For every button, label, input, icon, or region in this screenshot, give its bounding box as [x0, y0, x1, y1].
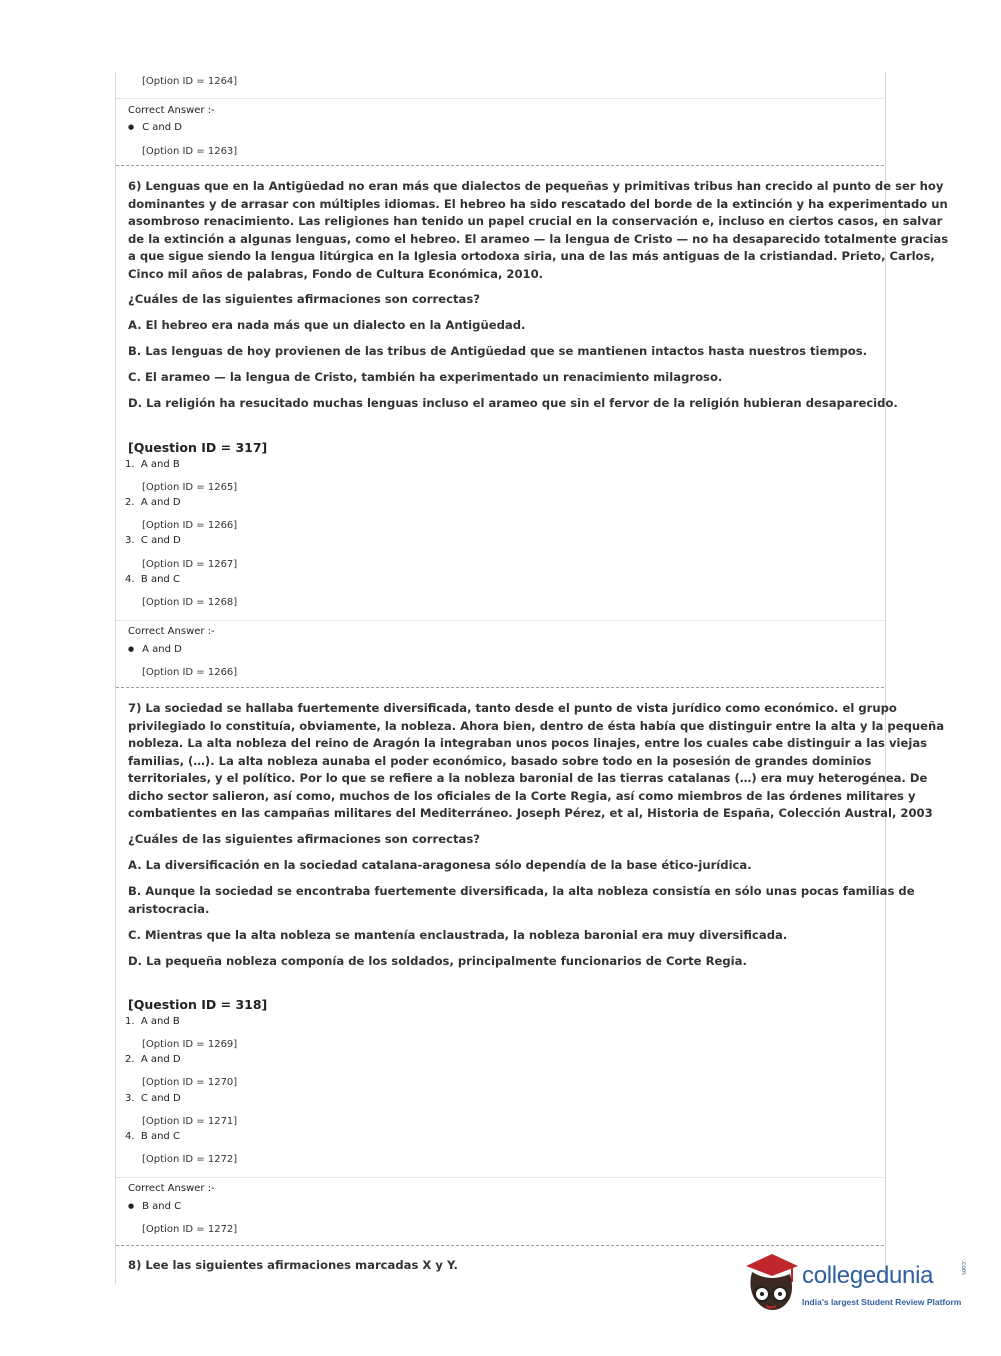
option-id: [Option ID = 1272] — [142, 1154, 238, 1165]
correct-answer-option-id: [Option ID = 1272] — [142, 1224, 238, 1235]
option-id: [Option ID = 1268] — [142, 597, 238, 608]
correct-answer-label: Correct Answer :- — [128, 105, 215, 116]
passage-line: familias, (…). La alta nobleza aunaba el poder económico, basado sobre todo en la posesión de grandes dominios — [128, 753, 872, 768]
passage-line: asombroso renacimiento. Las religiones han tenido un papel crucial en la conservación e, incluso en ciertos casos, en salvar — [128, 214, 943, 228]
divider — [116, 620, 884, 621]
option-id: [Option ID = 1267] — [142, 559, 238, 570]
logo-suffix: .com — [960, 1260, 967, 1275]
option-item[interactable] — [125, 459, 180, 470]
passage-line: privilegiado lo constituía, obviamente, la nobleza. Ahora bien, dentro de ésta había que distinguir entre la alta y la pequeña — [128, 718, 945, 733]
option-item[interactable] — [125, 1054, 181, 1065]
passage-line: territoriales, y el político. Por lo que se refiere a la nobleza baronial de las tierras catalanas (…) era muy heterogénea. De — [128, 771, 928, 785]
divider — [116, 98, 884, 99]
option-text: B and C — [140, 574, 180, 585]
option-number: 1. — [125, 459, 135, 470]
logo-wordmark: collegedunia — [802, 1262, 934, 1289]
option-id: [Option ID = 1265] — [142, 482, 238, 493]
option-text: C and D — [140, 535, 181, 546]
question-prompt: ¿Cuáles de las siguientes afirmaciones son correctas? — [128, 832, 480, 846]
statement-d: D. La pequeña nobleza componía de los soldados, principalmente funcionarios de Corte Regia. — [128, 954, 747, 968]
option-number: 4. — [125, 1131, 135, 1142]
option-item[interactable] — [125, 497, 181, 508]
option-number: 2. — [125, 1054, 135, 1065]
correct-answer-value: ● B and C — [128, 1201, 181, 1212]
passage-line: Cinco mil años de palabras, Fondo de Cultura Económica, 2010. — [128, 266, 544, 281]
option-number: 3. — [125, 535, 135, 546]
option-item[interactable] — [125, 535, 181, 546]
passage-line: nobleza. La alta nobleza del reino de Aragón la integraban unos pocos linajes, entre los cuales cabe distinguir a las viejas — [128, 736, 928, 750]
statement-b-continued: aristocracia. — [128, 901, 210, 916]
divider — [116, 1177, 884, 1178]
option-id-1264: [Option ID = 1264] — [142, 76, 238, 87]
option-text: A and B — [140, 459, 180, 470]
option-item[interactable] — [125, 1016, 180, 1027]
option-id: [Option ID = 1269] — [142, 1039, 238, 1050]
passage-line: dominantes y de arrasar con múltiples idiomas. El hebreo ha sido rescatado del borde de la extinción y ha experimentado un — [128, 196, 948, 211]
statement-a: A. El hebreo era nada más que un dialecto en la Antigüedad. — [128, 318, 526, 332]
question-8-line: 8) Lee las siguientes afirmaciones marcadas X y Y. — [128, 1258, 458, 1272]
statement-a: A. La diversificación en la sociedad catalana-aragonesa sólo dependía de la base ético-jurídica. — [128, 858, 752, 872]
option-number: 2. — [125, 497, 135, 508]
passage-line: dicho sector salieron, así como, muchos de los oficiales de la Corte Regia, así como miembros de las órdenes militares y — [128, 788, 916, 803]
option-text: C and D — [140, 1093, 181, 1104]
correct-answer-label: Correct Answer :- — [128, 626, 215, 637]
statement-c: C. Mientras que la alta nobleza se mantenía enclaustrada, la nobleza baronial era muy diversificada. — [128, 928, 788, 942]
correct-answer-value: ● C and D — [128, 122, 182, 133]
student-mascot-icon — [740, 1252, 802, 1316]
option-id: [Option ID = 1266] — [142, 520, 238, 531]
option-number: 3. — [125, 1093, 135, 1104]
option-number: 4. — [125, 574, 135, 585]
option-id: [Option ID = 1271] — [142, 1116, 238, 1127]
option-number: 1. — [125, 1016, 135, 1027]
statement-c: C. El arameo — la lengua de Cristo, también ha experimentado un renacimiento milagroso. — [128, 370, 723, 384]
option-text: A and B — [140, 1016, 180, 1027]
option-item[interactable] — [125, 1093, 181, 1104]
correct-answer-label: Correct Answer :- — [128, 1183, 215, 1194]
passage-line: a que sigue siendo la lengua litúrgica en la Iglesia ortodoxa siria, una de las más antiguas de la cristiandad. Prieto, Carlos, — [128, 249, 935, 263]
question-id: [Question ID = 318] — [128, 997, 268, 1012]
statement-b: B. Las lenguas de hoy provienen de las tribus de Antigüedad que se mantienen intactos hasta nuestros tiempos. — [128, 344, 868, 358]
question-separator — [116, 1245, 884, 1246]
question-prompt: ¿Cuáles de las siguientes afirmaciones son correctas? — [128, 292, 480, 306]
correct-answer-value: ● A and D — [128, 644, 182, 655]
statement-b: B. Aunque la sociedad se encontraba fuertemente diversificada, la alta nobleza consistía en sólo unas pocas familias de — [128, 884, 915, 898]
option-item[interactable] — [125, 574, 180, 585]
passage-line: 7) La sociedad se hallaba fuertemente diversificada, tanto desde el punto de vista jurídico como económico. el grupo — [128, 701, 897, 715]
question-separator — [116, 165, 884, 166]
collegedunia-logo — [740, 1252, 970, 1322]
passage-line: 6) Lenguas que en la Antigüedad no eran más que dialectos de pequeñas y primitivas tribus han crecido al punto de ser hoy — [128, 179, 944, 193]
option-id: [Option ID = 1270] — [142, 1077, 238, 1088]
question-id: [Question ID = 317] — [128, 440, 268, 455]
option-text: A and D — [140, 1054, 181, 1065]
correct-answer-option-id: [Option ID = 1263] — [142, 146, 238, 157]
passage-line: combatientes en las campañas militares del Mediterráneo. Joseph Pérez, et al, Historia de España, Colección Austral, 2003 — [128, 806, 933, 820]
correct-answer-option-id: [Option ID = 1266] — [142, 667, 238, 678]
option-text: A and D — [140, 497, 181, 508]
statement-d: D. La religión ha resucitado muchas lenguas incluso el arameo que sin el fervor de la religión hubieran desaparecido. — [128, 396, 898, 410]
option-text: B and C — [140, 1131, 180, 1142]
question-separator — [116, 687, 884, 688]
passage-line: de la extinción a algunas lenguas, como el hebreo. El arameo — la lengua de Cristo — no ha desaparecido totalmente gracias — [128, 231, 949, 246]
logo-tagline: India's largest Student Review Platform — [802, 1297, 962, 1307]
option-item[interactable] — [125, 1131, 180, 1142]
